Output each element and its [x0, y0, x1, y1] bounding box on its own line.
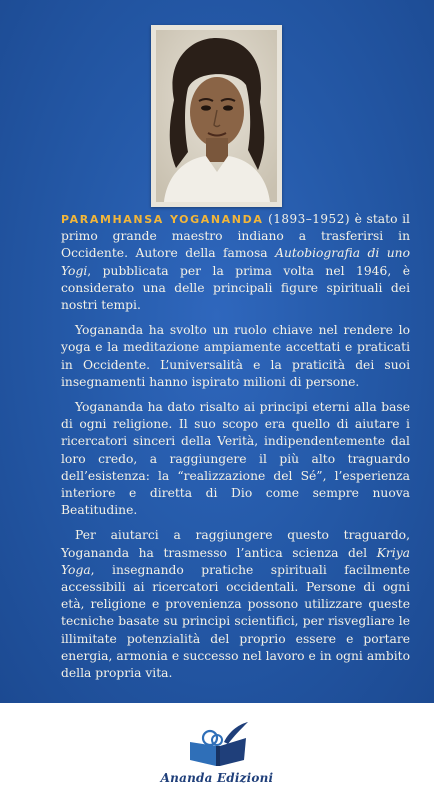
- author-dates: (1893–1952): [268, 212, 351, 226]
- author-biography: [61, 211, 410, 690]
- bio-paragraph-1-text: è stato il primo grande maestro indiano a trasferirsi in Occidente. Autore della famosa: [61, 212, 410, 261]
- bio-paragraph-1-end: , pubblicata per la prima volta nel 1946, è considerato una delle principali figure spirituali dei nostri tempi.: [61, 263, 410, 313]
- bio-paragraph-4-end: , insegnando pratiche spirituali facilmente accessibili ai ricercatori occidentali. Persone di ogni età, religione e provenienza possono utilizzare queste tecniche basate su principi scientifici, per risvegliare le illimitate potenzialità del proprio essere e portare energia, armonia e successo nel lavoro e in ogni ambito della propria vita.: [61, 562, 410, 681]
- author-name: PARAMHANSA YOGANANDA: [61, 213, 264, 226]
- author-photo-frame: [151, 25, 282, 207]
- portrait-illustration: [156, 30, 277, 202]
- publisher-name: Ananda Edizioni: [160, 771, 274, 785]
- book-swirl-logo-icon: [186, 720, 250, 768]
- author-portrait-image: [156, 30, 277, 202]
- bio-paragraph-4-text: Per aiutarci a raggiungere questo traguardo, Yogananda ha trasmesso l’antica scienza del: [61, 528, 410, 560]
- book-title: Autobiografia di uno Yogi: [61, 246, 410, 278]
- bio-paragraph-3: Yogananda ha dato risalto ai principi eterni alla base di ogni religione. Il suo scopo era quello di aiutare i ricercatori sinceri della Verità, indipendentemente dal loro credo, a raggiungere il più alto traguardo dell’esistenza: la “realizzazione del Sé”, l’esperienza interiore e diretta di Dio come sempre nuova Beatitudine.: [61, 400, 410, 518]
- bio-paragraph-4: [61, 527, 410, 682]
- kriya-yoga-term: Kriya Yoga: [61, 545, 410, 577]
- bio-paragraph-2: Yogananda ha svolto un ruolo chiave nel rendere lo yoga e la meditazione ampiamente accettati e praticati in Occidente. L’universalità e la praticità dei suoi insegnamenti hanno ispirato milioni di persone.: [61, 323, 410, 389]
- bio-paragraph-1: [61, 211, 410, 314]
